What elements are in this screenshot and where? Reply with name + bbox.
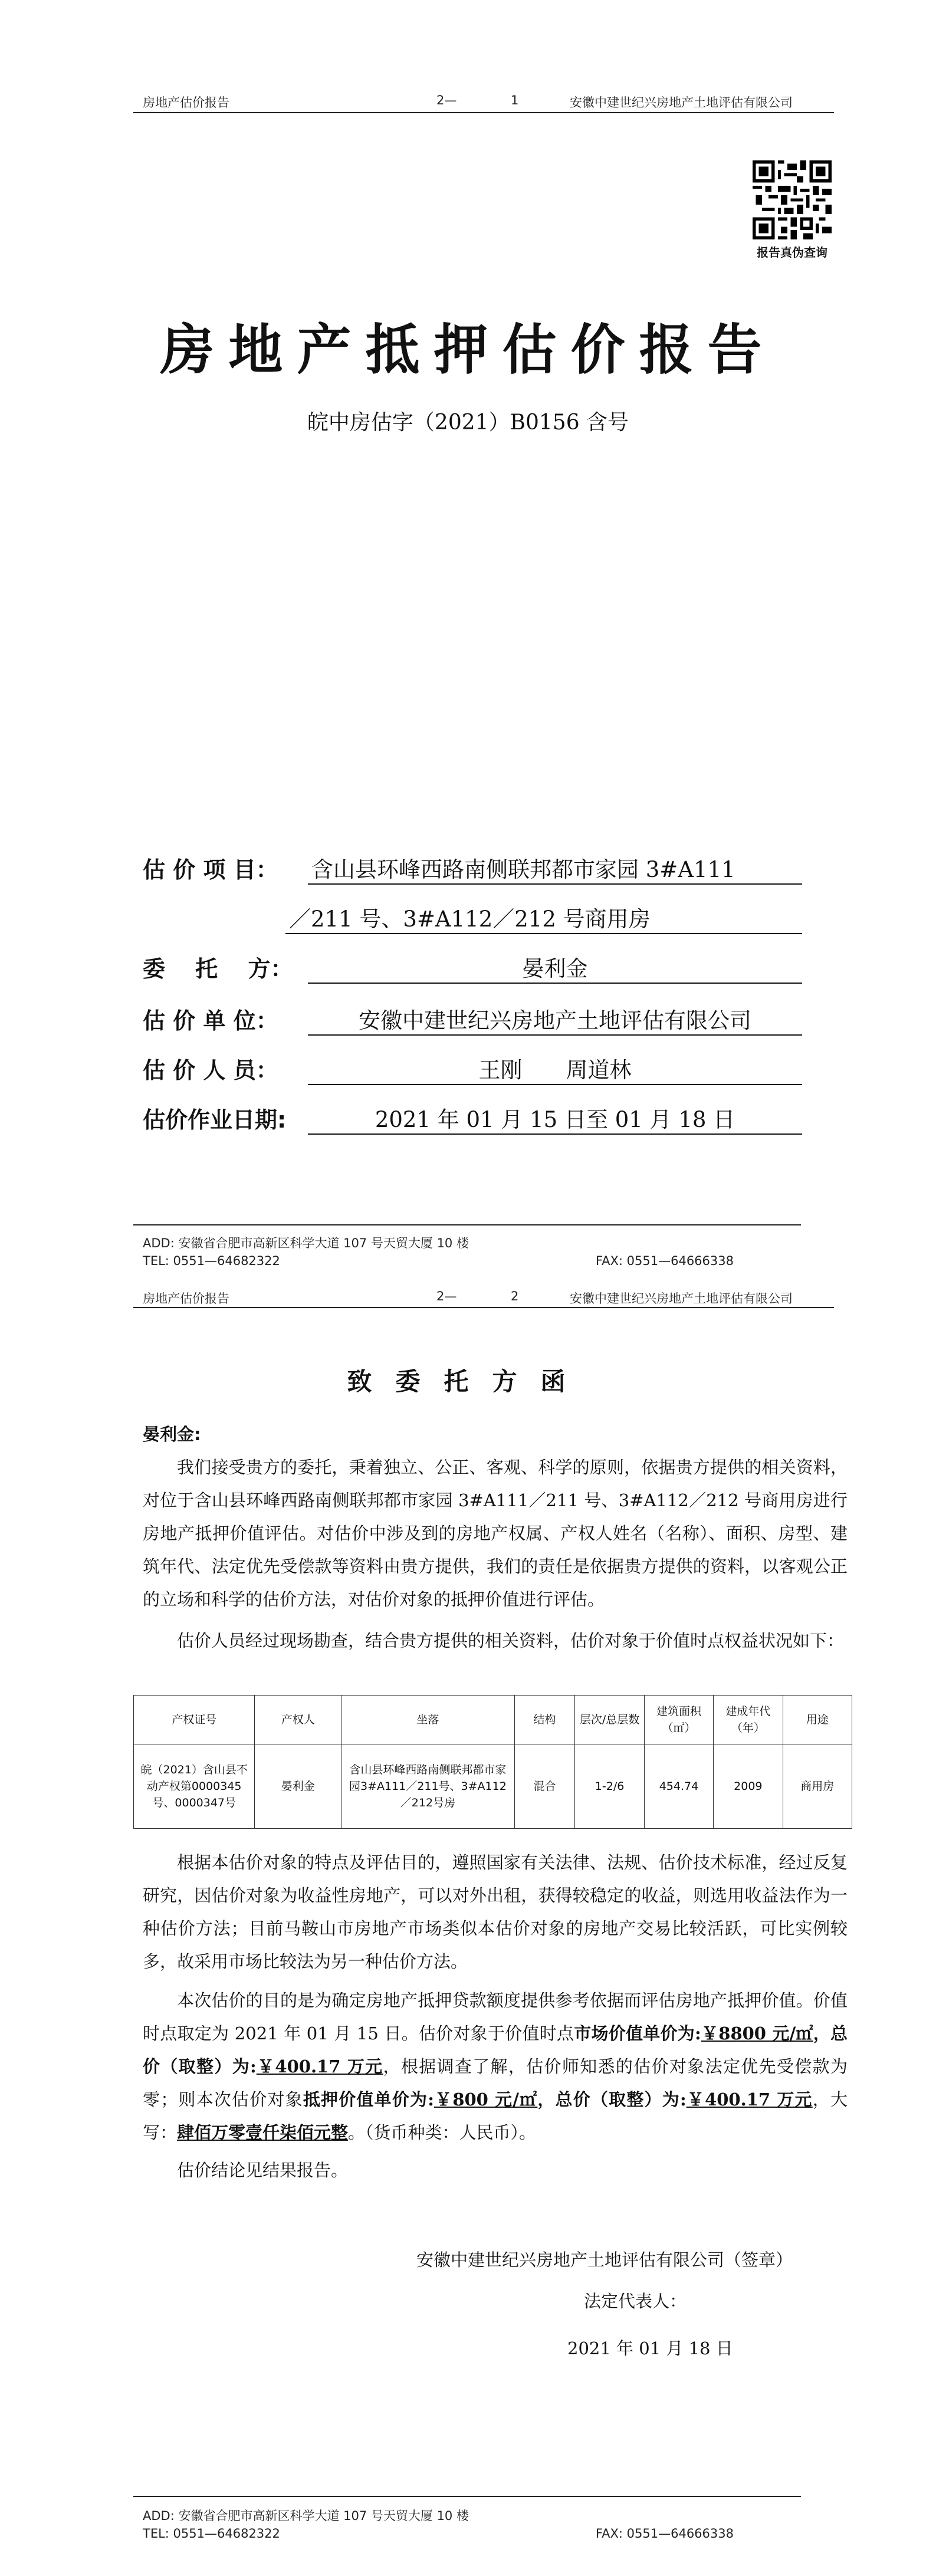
property-rights-table (133, 1695, 852, 1829)
table-cell-area: 454.74 (644, 1744, 713, 1829)
table-cell-cert: 皖（2021）含山县不动产权第0000345号、0000347号 (134, 1744, 255, 1829)
table-row (134, 1744, 852, 1829)
project-underline-1 (308, 883, 802, 885)
date-underline (308, 1133, 802, 1135)
page2-footer-fax: FAX: 0551—64666338 (596, 2526, 734, 2541)
paragraph-conclusion: 估价结论见结果报告。 (177, 2160, 349, 2180)
client-underline (308, 983, 802, 984)
date-value: 2021 年 01 月 15 日至 01 月 18 日 (375, 1107, 735, 1132)
page1-header-page-num: 1 (511, 93, 519, 107)
table-cell-structure: 混合 (514, 1744, 575, 1829)
letter-title: 致委托方函 (347, 1367, 589, 1396)
page2-header-page-num: 2 (511, 1289, 519, 1303)
date-label: 估价作业日期: (143, 1107, 287, 1133)
page2-header-rule (133, 1307, 834, 1308)
appraisers-underline (308, 1084, 802, 1085)
mortgage-total-capital: 肆佰万零壹仟柒佰元整 (177, 2122, 349, 2143)
page1-footer-tel: TEL: 0551—64682322 (143, 1254, 280, 1268)
client-value: 晏利金 (522, 956, 588, 981)
market-total-price: ￥400.17 万元 (256, 2056, 383, 2076)
unit-label: 估 价 单 位： (143, 1008, 278, 1034)
result-text-2: ，根据调查了解，估价师知悉的估价对象法定优先受偿款为零；则本次估价对象 (143, 2056, 848, 2110)
table-header-cell: 产权证号 (134, 1696, 255, 1744)
table-header-cell: 建成年代（年） (714, 1696, 783, 1744)
market-unit-price-label: 市场价值单价为: (574, 2023, 701, 2043)
page1-header-page-prefix: 2— (436, 93, 457, 107)
table-header-cell: 层次/总层数 (575, 1696, 644, 1744)
appraisers-value: 王刚 周道林 (478, 1057, 632, 1083)
table-cell-location: 含山县环峰西路南侧联邦都市家园3#A111／211号、3#A112／212号房 (341, 1744, 514, 1829)
table-header-cell: 产权人 (255, 1696, 341, 1744)
page2-header-page-prefix: 2— (436, 1289, 457, 1303)
signature-company: 安徽中建世纪兴房地产土地评估有限公司（签章） (416, 2250, 793, 2270)
table-header-cell: 结构 (514, 1696, 575, 1744)
signature-legal-rep: 法定代表人： (584, 2291, 687, 2311)
unit-value: 安徽中建世纪兴房地产土地评估有限公司 (359, 1008, 751, 1033)
paragraph-valuation-result (143, 1984, 848, 2149)
project-underline-2 (285, 933, 802, 934)
page2-footer-rule (133, 2496, 801, 2497)
page1-header-rule (133, 112, 834, 113)
mortgage-unit-price-label: 抵押价值单价为: (303, 2089, 434, 2110)
page1-header-left: 房地产估价报告 (143, 96, 229, 110)
currency-note: 。（货币种类：人民币）。 (348, 2122, 537, 2143)
table-header-cell: 用途 (783, 1696, 852, 1744)
capital-label: ，大写： (143, 2089, 848, 2143)
table-header-cell: 坐落 (341, 1696, 514, 1744)
signature-date: 2021 年 01 月 18 日 (567, 2338, 733, 2358)
qr-code-icon[interactable] (753, 160, 832, 239)
table-header-row (134, 1696, 852, 1744)
client-label: 委 托 方： (143, 956, 293, 982)
page1-footer-rule (133, 1224, 801, 1225)
paragraph-site-survey: 估价人员经过现场勘查，结合贵方提供的相关资料，估价对象于价值时点权益状况如下： (177, 1631, 845, 1651)
table-cell-owner: 晏利金 (255, 1744, 341, 1829)
page1-footer-fax: FAX: 0551—64666338 (596, 1254, 734, 1268)
table-header-cell: 建筑面积（㎡） (644, 1696, 713, 1744)
report-number: 皖中房估字（2021）B0156 含号 (307, 410, 629, 435)
unit-underline (308, 1034, 802, 1036)
report-title: 房地产抵押估价报告 (160, 318, 776, 382)
page2-footer-address: ADD: 安徽省合肥市高新区科学大道 107 号天贸大厦 10 楼 (143, 2509, 469, 2523)
paragraph-entrustment: 我们接受贵方的委托，秉着独立、公正、客观、科学的原则，依据贵方提供的相关资料，对位于含山县环峰西路南侧联邦都市家园 3#A111／211 号、3#A112／212 号商用房进行房地产抵押价值评估。对估价中涉及到的房地产权属、产权人姓名（名称）、面积、房型、建筑年代、法定优先受偿款等资料由贵方提供，我们的责任是依据贵方提供的资料，以客观公正的立场和科学的估价方法，对估价对象的抵押价值进行评估。 (143, 1457, 848, 1609)
table-cell-floors: 1-2/6 (575, 1744, 644, 1829)
market-unit-price: ￥8800 元/㎡ (701, 2023, 813, 2043)
table-cell-year: 2009 (714, 1744, 783, 1829)
project-label: 估 价 项 目： (143, 857, 278, 883)
result-text: 本次估价的目的是为确定房地产抵押贷款额度提供参考依据而评估房地产抵押价值。价值时点取定为 2021 年 01 月 15 日。估价对象于价值时点 (143, 1990, 848, 2043)
page2-header-left: 房地产估价报告 (143, 1292, 229, 1306)
salutation: 晏利金: (143, 1424, 201, 1444)
table-cell-use: 商用房 (783, 1744, 852, 1829)
qr-caption: 报告真伪查询 (757, 245, 827, 259)
project-value-line1: 含山县环峰西路南侧联邦都市家园 3#A111 (311, 857, 735, 882)
mortgage-total-label: ，总价（取整）为: (537, 2089, 687, 2110)
paragraph-methodology: 根据本估价对象的特点及评估目的，遵照国家有关法律、法规、估价技术标准，经过反复研究，因估价对象为收益性房地产，可以对外出租，获得较稳定的收益，则选用收益法作为一种估价方法；目前马鞍山市房地产市场类似本估价对象的房地产交易比较活跃，可比实例较多，故采用市场比较法为另一种估价方法。 (143, 1852, 848, 1972)
page2-footer-tel: TEL: 0551—64682322 (143, 2526, 280, 2541)
market-total-label: ，总价（取整）为: (143, 2023, 848, 2076)
mortgage-total-price: ￥400.17 万元 (686, 2089, 813, 2110)
appraisers-label: 估 价 人 员： (143, 1057, 278, 1083)
page2-header-right: 安徽中建世纪兴房地产土地评估有限公司 (570, 1292, 793, 1306)
page1-footer-address: ADD: 安徽省合肥市高新区科学大道 107 号天贸大厦 10 楼 (143, 1236, 469, 1250)
mortgage-unit-price: ￥800 元/㎡ (433, 2089, 538, 2110)
project-value-line2: ／211 号、3#A112／212 号商用房 (289, 906, 651, 932)
page1-header-right: 安徽中建世纪兴房地产土地评估有限公司 (570, 96, 793, 110)
